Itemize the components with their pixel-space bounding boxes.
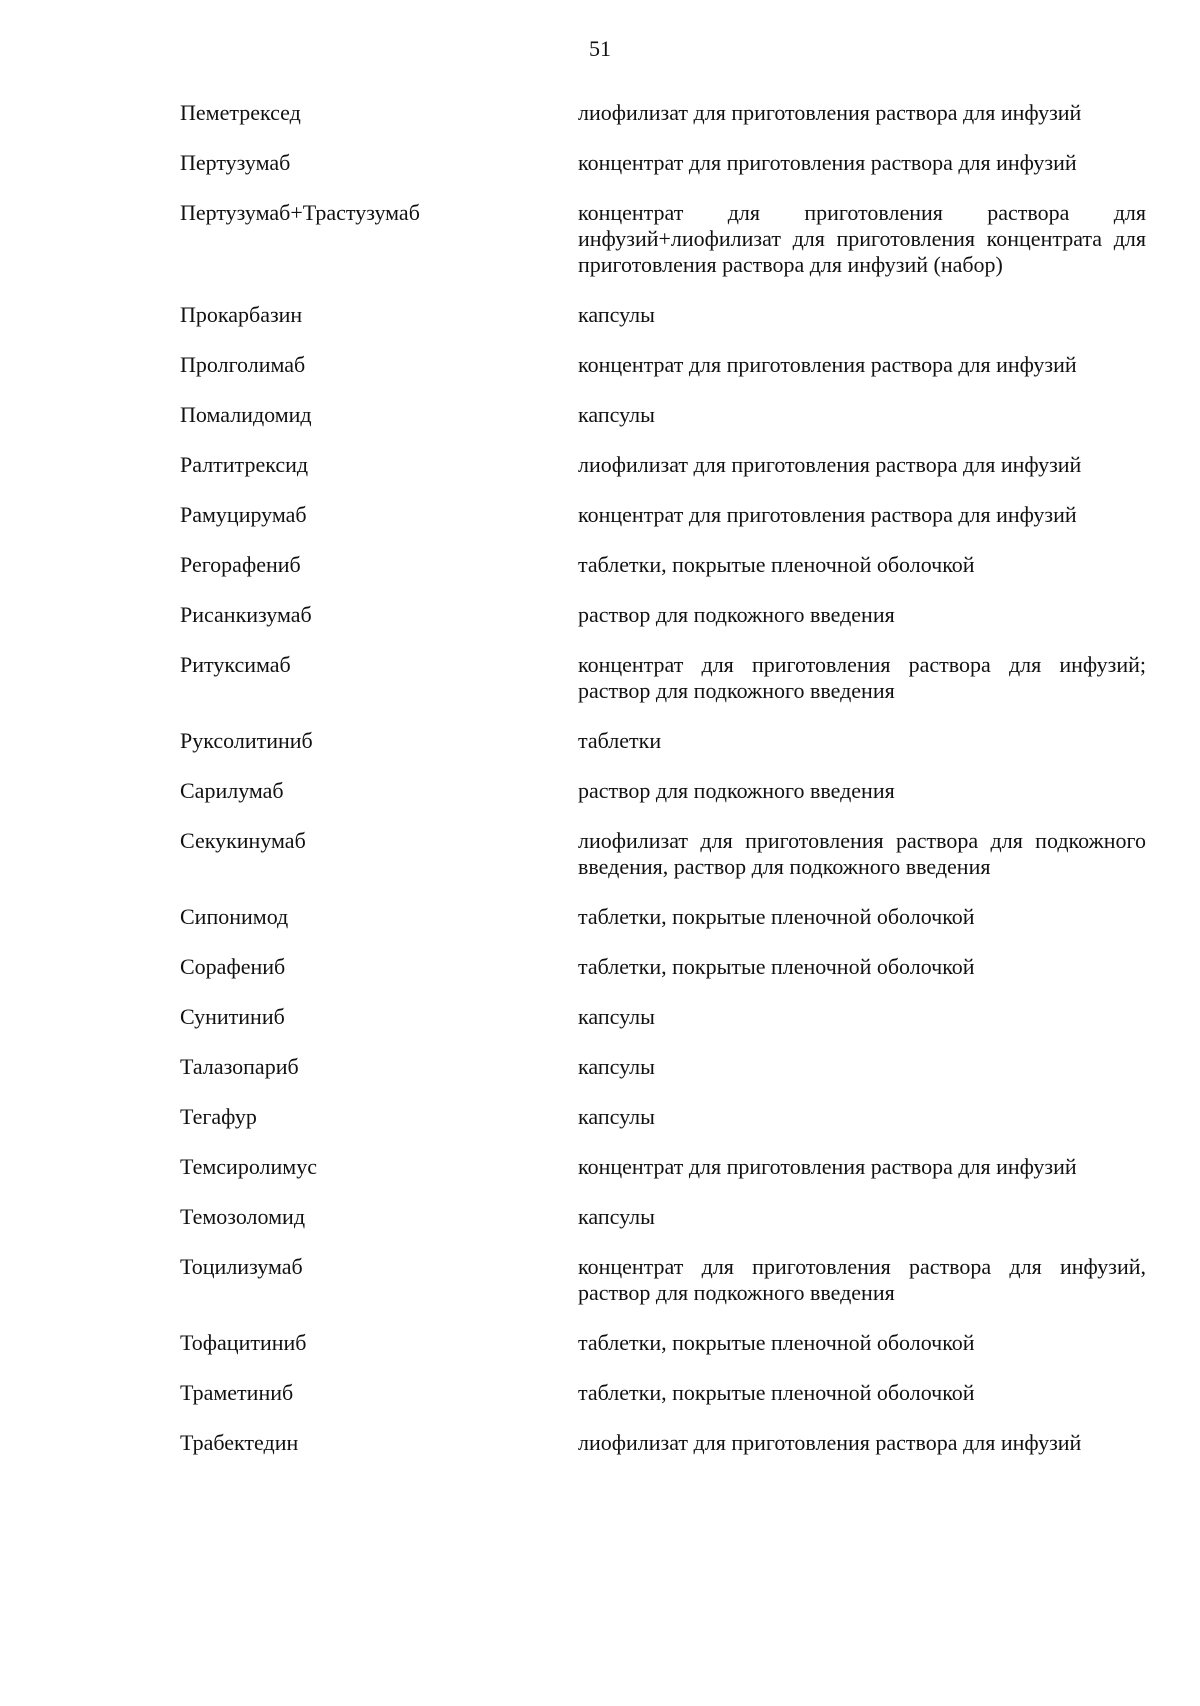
list-item <box>180 502 1146 528</box>
dosage-form: таблетки <box>578 728 662 753</box>
dosage-form: капсулы <box>578 1104 655 1129</box>
drug-name: Сипонимод <box>180 904 289 929</box>
dosage-form: таблетки, покрытые пленочной оболочкой <box>578 552 975 577</box>
list-item <box>180 652 1146 704</box>
list-item <box>180 904 1146 930</box>
dosage-form: таблетки, покрытые пленочной оболочкой <box>578 954 975 979</box>
dosage-form: раствор для подкожного введения <box>578 602 895 627</box>
drug-name: Пертузумаб <box>180 150 291 175</box>
drug-name: Талазопариб <box>180 1054 299 1079</box>
drug-name: Сунитиниб <box>180 1004 285 1029</box>
drug-name: Тофацитиниб <box>180 1330 307 1355</box>
drug-name: Секукинумаб <box>180 828 306 853</box>
dosage-form: капсулы <box>578 1204 655 1229</box>
dosage-form: лиофилизат для приготовления раствора для инфузий <box>578 1430 1082 1455</box>
dosage-form: капсулы <box>578 1054 655 1079</box>
drug-list <box>180 100 1146 1480</box>
drug-name: Тегафур <box>180 1104 257 1129</box>
dosage-form: таблетки, покрытые пленочной оболочкой <box>578 904 975 929</box>
drug-name: Регорафениб <box>180 552 301 577</box>
list-item <box>180 602 1146 628</box>
list-item <box>180 302 1146 328</box>
list-item <box>180 1430 1146 1456</box>
list-item <box>180 1380 1146 1406</box>
dosage-form: концентрат для приготовления раствора для инфузий <box>578 1154 1077 1179</box>
list-item <box>180 100 1146 126</box>
list-item <box>180 352 1146 378</box>
dosage-form: лиофилизат для приготовления раствора для инфузий <box>578 100 1082 125</box>
dosage-form: таблетки, покрытые пленочной оболочкой <box>578 1330 975 1355</box>
page-number: 51 <box>589 36 611 61</box>
list-item <box>180 1204 1146 1230</box>
list-item <box>180 1054 1146 1080</box>
drug-name: Пеметрексед <box>180 100 301 125</box>
drug-name: Темозоломид <box>180 1204 306 1229</box>
list-item <box>180 1254 1146 1306</box>
list-item <box>180 402 1146 428</box>
dosage-form: раствор для подкожного введения <box>578 778 895 803</box>
drug-name: Пролголимаб <box>180 352 306 377</box>
drug-name: Руксолитиниб <box>180 728 313 753</box>
drug-name: Тоцилизумаб <box>180 1254 303 1279</box>
dosage-form: концентрат для приготовления раствора для инфузий; раствор для подкожного введения <box>578 652 1146 703</box>
drug-name: Ритуксимаб <box>180 652 291 677</box>
list-item <box>180 200 1146 278</box>
dosage-form: концентрат для приготовления раствора для инфузий+лиофилизат для приготовления концентрата для приготовления раствора для инфузий (набор) <box>578 200 1146 277</box>
drug-name: Сорафениб <box>180 954 286 979</box>
list-item <box>180 452 1146 478</box>
drug-name: Рамуцирумаб <box>180 502 307 527</box>
drug-name: Трабектедин <box>180 1430 299 1455</box>
drug-name: Траметиниб <box>180 1380 294 1405</box>
list-item <box>180 778 1146 804</box>
dosage-form: лиофилизат для приготовления раствора для подкожного введения, раствор для подкожного введения <box>578 828 1146 879</box>
drug-name: Ралтитрексид <box>180 452 309 477</box>
drug-name: Прокарбазин <box>180 302 303 327</box>
dosage-form: концентрат для приготовления раствора для инфузий <box>578 352 1077 377</box>
drug-name: Рисанкизумаб <box>180 602 312 627</box>
list-item <box>180 728 1146 754</box>
dosage-form: капсулы <box>578 402 655 427</box>
list-item <box>180 1004 1146 1030</box>
list-item <box>180 552 1146 578</box>
dosage-form: капсулы <box>578 1004 655 1029</box>
drug-name: Помалидомид <box>180 402 312 427</box>
dosage-form: концентрат для приготовления раствора для инфузий <box>578 150 1077 175</box>
list-item <box>180 1154 1146 1180</box>
dosage-form: таблетки, покрытые пленочной оболочкой <box>578 1380 975 1405</box>
drug-name: Пертузумаб+Трастузумаб <box>180 200 420 225</box>
drug-name: Сарилумаб <box>180 778 284 803</box>
list-item <box>180 954 1146 980</box>
dosage-form: концентрат для приготовления раствора для инфузий <box>578 502 1077 527</box>
list-item <box>180 1104 1146 1130</box>
drug-name: Темсиролимус <box>180 1154 317 1179</box>
list-item <box>180 150 1146 176</box>
dosage-form: капсулы <box>578 302 655 327</box>
dosage-form: лиофилизат для приготовления раствора для инфузий <box>578 452 1082 477</box>
list-item <box>180 1330 1146 1356</box>
dosage-form: концентрат для приготовления раствора для инфузий, раствор для подкожного введения <box>578 1254 1146 1305</box>
list-item <box>180 828 1146 880</box>
